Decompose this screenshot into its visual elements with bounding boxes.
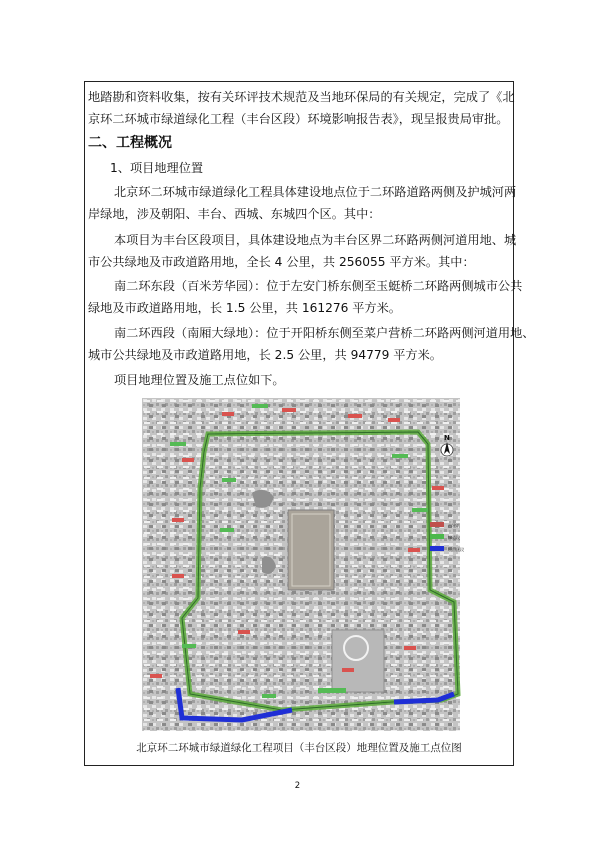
building-marker xyxy=(432,486,444,490)
green-label xyxy=(262,694,276,698)
building-marker xyxy=(388,418,400,422)
legend-label-buildings: 古建筑 xyxy=(448,523,460,528)
legend-label-project: 项目区段 xyxy=(448,547,464,552)
section-heading: 二、工程概况 xyxy=(88,135,172,151)
paragraph-2-line-1: 北京环二环城市绿道绿化工程具体建设地点位于二环路道路两侧及护城河两 xyxy=(114,185,517,199)
green-label xyxy=(392,454,408,458)
building-marker xyxy=(150,674,162,678)
sub-heading: 1、项目地理位置 xyxy=(110,161,204,175)
legend-swatch-greenway xyxy=(430,534,444,539)
building-marker xyxy=(172,518,184,522)
legend-swatch-project xyxy=(430,546,444,551)
green-label xyxy=(412,508,428,512)
legend-label-greenway: 绿道段 xyxy=(448,535,460,540)
green-label xyxy=(318,688,346,693)
legend-swatch-buildings xyxy=(430,522,444,527)
paragraph-5-line-2: 城市公共绿地及市政道路用地，长 2.5 公里，共 94779 平方米。 xyxy=(88,348,442,362)
building-marker xyxy=(408,548,420,552)
building-marker xyxy=(404,646,416,650)
building-marker xyxy=(182,458,194,462)
map-svg xyxy=(142,398,464,731)
page-number: 2 xyxy=(294,781,301,791)
building-marker xyxy=(238,630,250,634)
paragraph-1-line-1: 地踏勘和资料收集，按有关环评技术规范及当地环保局的有关规定，完成了《北 xyxy=(88,90,515,104)
temple-of-heaven xyxy=(332,630,384,692)
green-label xyxy=(170,442,186,446)
green-label xyxy=(220,528,234,532)
paragraph-3-line-1: 本项目为丰台区段项目，具体建设地点为丰台区界二环路两侧河道用地、城 xyxy=(114,233,517,247)
green-label xyxy=(252,404,268,408)
paragraph-1-line-2: 京环二环城市绿道绿化工程（丰台区段）环境影响报告表》，现呈报贵局审批。 xyxy=(88,112,509,126)
building-marker xyxy=(172,574,184,578)
green-label xyxy=(182,644,196,648)
paragraph-6-line-1: 项目地理位置及施工点位如下。 xyxy=(114,373,285,387)
paragraph-5-line-1: 南二环西段（南厢大绿地）：位于开阳桥东侧至菜户营桥二环路两侧河道用地、 xyxy=(114,326,535,340)
building-marker xyxy=(222,412,234,416)
north-arrow-label: N xyxy=(444,434,450,442)
building-marker xyxy=(282,408,296,412)
paragraph-4-line-2: 绿地及市政道路用地，长 1.5 公里，共 161276 平方米。 xyxy=(88,301,401,315)
paragraph-3-line-2: 市公共绿地及市政道路用地，全长 4 公里，共 256055 平方米。其中： xyxy=(88,255,475,269)
map-caption: 北京环二环城市绿道绿化工程项目（丰台区段）地理位置及施工点位图 xyxy=(136,742,462,754)
location-map xyxy=(142,398,464,731)
green-label xyxy=(222,478,236,482)
building-marker xyxy=(348,414,362,418)
paragraph-4-line-1: 南二环东段（百米芳华园）：位于左安门桥东侧至玉蜓桥二环路两侧城市公共 xyxy=(114,279,523,293)
forbidden-city xyxy=(288,510,334,590)
paragraph-2-line-2: 岸绿地，涉及朝阳、丰台、西城、东城四个区。其中： xyxy=(88,207,381,221)
building-marker xyxy=(342,668,354,672)
